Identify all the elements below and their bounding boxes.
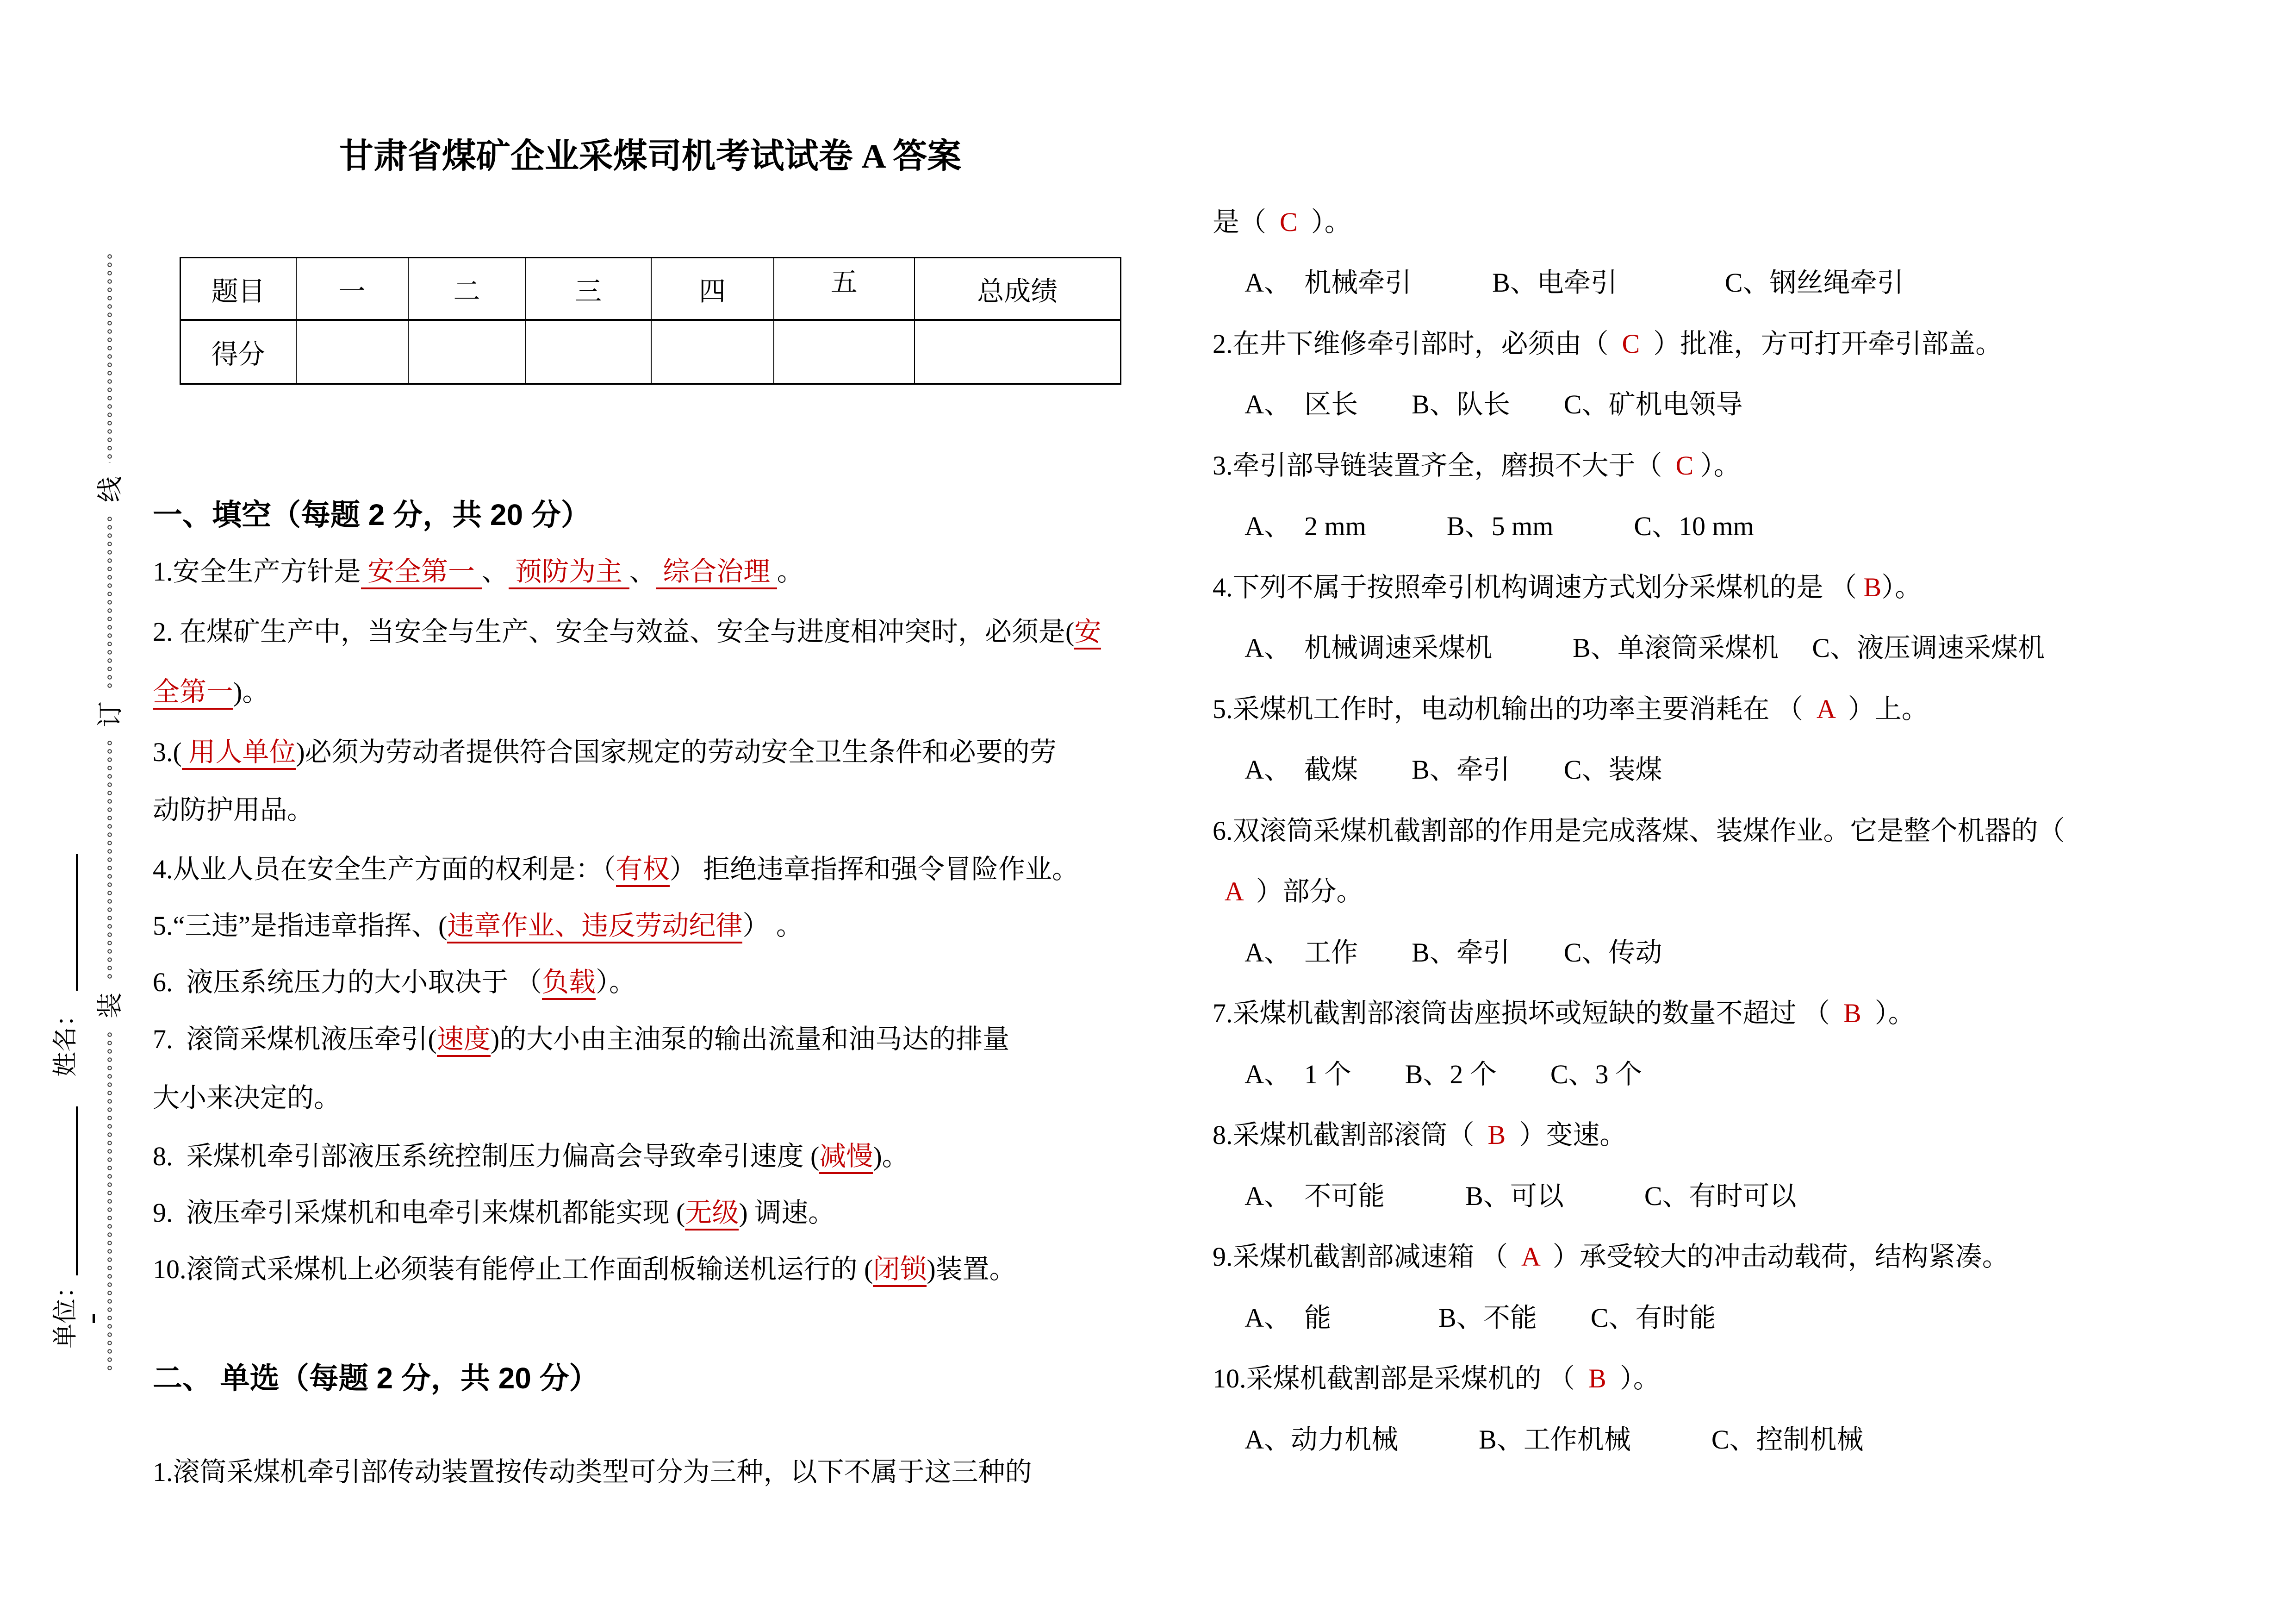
answer-filled: 减慢 [819,1141,873,1174]
text-line [1213,1420,1864,1459]
text-run: A、 机械牵引 B、电牵引 C、钢丝绳牵引 [1213,268,1904,298]
answer-filled: 预防为主 [509,556,629,589]
stray-dash-mark [93,1314,95,1323]
text-run: )的大小由主油泵的输出流量和油马达的排量 [490,1024,1010,1054]
text-run: 、 [629,556,656,587]
answer-choice-letter: C [1280,207,1298,237]
binding-dotted-line-segment [106,739,113,981]
section-header [153,494,591,533]
answer-filled: 用人单位 [182,737,296,770]
text-run: ）批准，方可打开牵引部盖。 [1640,329,2003,359]
text-run: A、 不可能 B、可以 C、有时可以 [1213,1181,1797,1211]
binding-dotted-line-segment [106,515,113,690]
score-row-label: 得分 [180,320,296,384]
text-run: ）。 [1297,207,1351,237]
score-table [180,257,1121,385]
text-run: A、动力机械 B、工作机械 C、控制机械 [1213,1424,1864,1455]
text-run: A、 截煤 B、牵引 C、装煤 [1213,755,1662,785]
text-line [153,1453,1032,1492]
text-line [1213,1177,1797,1216]
answer-choice-letter: B [1588,1363,1606,1393]
text-run: 6.双滚筒采煤机截割部的作用是完成落煤、装煤作业。它是整个机器的（ [1213,816,2065,846]
text-line [1213,263,1904,302]
text-run: 1.安全生产方针是 [153,556,361,587]
text-run: ）。 [596,967,636,997]
name-label: 姓名： [51,1002,79,1077]
score-table-score-row [180,320,1121,384]
table-header-timu: 题目 [180,258,296,320]
text-run: 10.采煤机截割部是采煤机的 （ [1213,1363,1589,1393]
text-line [1213,1237,2009,1276]
text-line [153,552,804,591]
text-run: 5.采煤机工作时，电动机输出的功率主要消耗在 （ [1213,694,1817,724]
text-run: 9. 液压牵引采煤机和电牵引来煤机都能实现 ( [153,1198,685,1228]
answer-choice-letter: C [1675,450,1694,481]
text-run: ）。 [1606,1363,1660,1393]
text-run: 8.采煤机截割部滚筒（ [1213,1120,1488,1150]
table-header-2: 二 [408,258,526,320]
text-run: 7. 滚筒采煤机液压牵引( [153,1024,437,1054]
score-cell [774,320,915,384]
answer-choice-letter: C [1622,329,1640,359]
text-line [1213,933,1662,972]
unit-label: 单位： [51,1274,79,1349]
text-line [1213,325,2002,363]
text-line [1213,750,1662,789]
text-run: A、 能 B、不能 C、有时能 [1213,1303,1716,1333]
text-run: 4.从业人员在安全生产方面的权利是：（ [153,854,616,884]
text-line [1213,690,1929,729]
text-line [1213,1299,1716,1337]
score-cell [408,320,526,384]
text-run: ）承受较大的冲击动载荷，结构紧凑。 [1539,1242,2009,1272]
text-run: A、 区长 B、队长 C、矿机电领导 [1213,389,1743,419]
text-line [1213,446,1741,485]
answer-filled: 闭锁 [873,1254,927,1287]
table-header-total: 总成绩 [915,258,1121,320]
text-run: 1.滚筒采煤机牵引部传动装置按传动类型可分为三种，以下不属于这三种的 [153,1457,1032,1487]
text-line [153,612,1101,651]
score-cell [526,320,651,384]
text-run: 10.滚筒式采煤机上必须装有能停止工作面刮板输送机运行的 ( [153,1254,873,1284]
text-line [1213,812,2065,850]
score-table-header-row [180,258,1121,320]
text-run: 4.下列不属于按照牵引机构调速方式划分采煤机的是 （ [1213,572,1864,602]
text-line [153,1193,835,1232]
binding-dotted-line-segment [106,1031,113,1373]
text-run: A、 2 mm B、5 mm C、10 mm [1213,511,1754,541]
text-line [153,1079,341,1118]
text-run: 8. 采煤机牵引部液压系统控制压力偏高会导致牵引速度 ( [153,1141,820,1171]
text-line [153,791,314,830]
section-header [153,1358,599,1397]
text-run: 2.在井下维修牵引部时，必须由（ [1213,329,1622,359]
text-run: A、 工作 B、牵引 C、传动 [1213,937,1662,968]
text-line [1213,203,1351,242]
table-header-5: 五 [774,258,915,320]
text-run: 是（ [1213,207,1280,237]
text-line [153,963,636,1002]
text-line [1213,1055,1642,1094]
answer-filled: 安全第一 [361,556,482,589]
text-line [1213,629,2045,668]
answer-choice-letter: B [1863,572,1882,602]
answer-choice-letter: A [1521,1242,1539,1272]
text-line [153,733,1057,772]
text-run: 3.( [153,737,182,767]
score-cell [296,320,408,384]
answer-choice-letter: A [1817,694,1835,724]
text-run: A、 1 个 B、2 个 C、3 个 [1213,1059,1643,1089]
name-fill-line [76,854,78,991]
text-run: 9.采煤机截割部减速箱 （ [1213,1242,1522,1272]
text-line [153,1137,909,1176]
text-line [1213,872,1363,911]
text-line [1213,994,1915,1033]
text-run: 。 [777,556,804,587]
text-line [1213,1359,1660,1398]
answer-filled: 安 [1074,617,1101,650]
text-run: 2. 在煤矿生产中，当安全与生产、安全与效益、安全与进度相冲突时，必须是( [153,617,1075,647]
answer-filled: 综合治理 [656,556,777,589]
text-line [153,850,1079,889]
answer-filled: 速度 [437,1024,491,1057]
text-run: ）部分。 [1242,876,1363,906]
table-header-1: 一 [296,258,408,320]
table-header-4: 四 [651,258,774,320]
binding-char-zhuang: 装 [96,993,125,1018]
binding-dotted-line-segment [106,252,113,463]
text-run [1213,876,1225,906]
text-run: )装置。 [927,1254,1016,1284]
text-run: )。 [873,1141,909,1171]
answer-filled: 有权 [616,854,670,887]
score-cell [915,320,1121,384]
answer-filled: 无级 [685,1198,739,1230]
text-line [153,1020,1009,1059]
text-run: ）。 [1693,450,1741,481]
text-line [1213,568,1922,607]
text-run: A、 机械调速采煤机 B、单滚筒采煤机 C、液压调速采煤机 [1213,633,2045,663]
answer-filled: 违章作业、违反劳动纪律 [447,911,742,943]
page-title: 甘肃省煤矿企业采煤司机考试试卷 A 答案 [339,137,962,175]
answer-filled: 负载 [542,967,596,1000]
text-line [153,673,269,712]
answer-choice-letter: B [1843,998,1861,1028]
text-run: 7.采煤机截割部滚筒齿座损坏或短缺的数量不超过 （ [1213,998,1844,1028]
text-run: )。 [233,677,269,707]
text-line [1213,507,1754,546]
answer-choice-letter: B [1487,1120,1506,1150]
score-cell [651,320,774,384]
binding-char-ding: 订 [96,701,125,727]
text-run: ）变速。 [1506,1120,1627,1150]
text-run: ）。 [1861,998,1915,1028]
text-line [153,1250,1016,1289]
text-run: ) 调速。 [739,1198,835,1228]
text-run: 6. 液压系统压力的大小取决于 （ [153,967,542,997]
answer-filled: 全第一 [153,677,233,710]
text-line [153,906,803,945]
text-run: 动防护用品。 [153,795,314,825]
unit-fill-line [76,1106,78,1275]
answer-choice-letter: A [1224,876,1243,906]
text-run: 5.“三违”是指违章指挥、( [153,911,448,941]
text-run: 3.牵引部导链装置齐全，磨损不大于（ [1213,450,1676,481]
text-run: 一、填空（每题 2 分，共 20 分） [153,498,591,531]
table-header-3: 三 [526,258,651,320]
text-run: ） 。 [742,911,803,941]
text-line [1213,385,1743,424]
text-line [1213,1116,1626,1155]
text-run: ）上。 [1834,694,1929,724]
text-run: 大小来决定的。 [153,1083,341,1113]
text-run: )必须为劳动者提供符合国家规定的劳动安全卫生条件和必要的劳 [296,737,1057,767]
text-run: 二、 单选（每题 2 分，共 20 分） [153,1362,599,1395]
binding-char-xian: 线 [96,476,125,502]
text-run: ） 拒绝违章指挥和强令冒险作业。 [669,854,1079,884]
text-run: 、 [481,556,509,587]
text-run: ）。 [1881,572,1922,602]
